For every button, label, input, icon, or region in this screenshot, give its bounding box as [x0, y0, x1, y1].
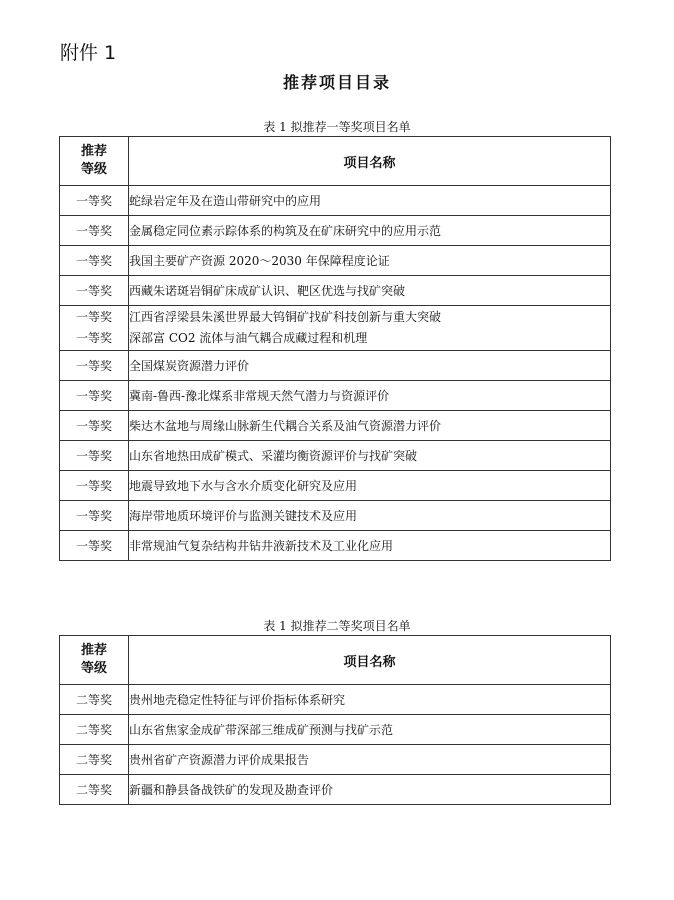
grade-column-header — [60, 636, 129, 685]
name-column-header: 项目名称 — [129, 636, 611, 685]
table-row — [60, 186, 611, 216]
table-row — [60, 276, 611, 306]
project-name-cell: 山东省焦家金成矿带深部三维成矿预测与找矿示范 — [129, 715, 611, 745]
name-column-header: 项目名称 — [129, 137, 611, 186]
grade-cell: 一等奖 — [60, 351, 129, 381]
attachment-label: 附件 1 — [60, 42, 117, 64]
project-name-cell: 新疆和静县备战铁矿的发现及勘查评价 — [129, 775, 611, 805]
document-title: 推荐项目目录 — [282, 73, 391, 92]
table-row — [60, 715, 611, 745]
table-row — [60, 471, 611, 501]
table-row — [60, 351, 611, 381]
table2-caption: 表 1 拟推荐二等奖项目名单 — [263, 619, 411, 633]
table-row — [60, 531, 611, 561]
table-row — [60, 685, 611, 715]
grade-cell: 一等奖 — [60, 186, 129, 216]
table2-header-row — [60, 636, 611, 685]
table-row — [60, 745, 611, 775]
grade-cell: 二等奖 — [60, 745, 129, 775]
grade-cell: 一等奖 — [60, 471, 129, 501]
project-name-cell: 海岸带地质环境评价与监测关键技术及应用 — [129, 501, 611, 531]
project-name-cell: 蛇绿岩定年及在造山带研究中的应用 — [129, 186, 611, 216]
grade-cell: 二等奖 — [60, 685, 129, 715]
grade-cell: 一等奖 — [60, 531, 129, 561]
table-row — [60, 411, 611, 441]
project-name-line: 江西省浮梁县朱溪世界最大钨铜矿找矿科技创新与重大突破 — [129, 310, 442, 324]
project-name-cell: 山东省地热田成矿模式、采灌均衡资源评价与找矿突破 — [129, 441, 611, 471]
project-name-line: 深部富 CO2 流体与油气耦合成藏过程和机理 — [129, 331, 368, 345]
project-name-cell: 我国主要矿产资源 2020～2030 年保障程度论证 — [129, 246, 611, 276]
second-prize-table — [59, 635, 611, 805]
grade-cell — [60, 306, 129, 351]
project-name-cell: 金属稳定同位素示踪体系的构筑及在矿床研究中的应用示范 — [129, 216, 611, 246]
table-row — [60, 775, 611, 805]
table-row — [60, 216, 611, 246]
table-row — [60, 306, 611, 351]
grade-header-line1: 推荐 — [80, 144, 107, 159]
project-name-cell: 贵州地壳稳定性特征与评价指标体系研究 — [129, 685, 611, 715]
project-name-cell: 贵州省矿产资源潜力评价成果报告 — [129, 745, 611, 775]
grade-header-line2: 等级 — [80, 162, 107, 177]
grade-line: 一等奖 — [75, 331, 112, 345]
table1-caption: 表 1 拟推荐一等奖项目名单 — [263, 120, 411, 134]
grade-cell: 一等奖 — [60, 411, 129, 441]
project-name-cell: 地震导致地下水与含水介质变化研究及应用 — [129, 471, 611, 501]
grade-cell: 一等奖 — [60, 441, 129, 471]
grade-cell: 二等奖 — [60, 775, 129, 805]
project-name-cell — [129, 306, 611, 351]
grade-cell: 一等奖 — [60, 276, 129, 306]
grade-cell: 二等奖 — [60, 715, 129, 745]
table-row — [60, 501, 611, 531]
project-name-cell: 非常规油气复杂结构井钻井液新技术及工业化应用 — [129, 531, 611, 561]
grade-cell: 一等奖 — [60, 501, 129, 531]
grade-column-header — [60, 137, 129, 186]
grade-line: 一等奖 — [75, 310, 112, 324]
grade-cell: 一等奖 — [60, 381, 129, 411]
grade-header-line1: 推荐 — [80, 643, 107, 658]
table-row — [60, 441, 611, 471]
grade-cell: 一等奖 — [60, 216, 129, 246]
table-row — [60, 381, 611, 411]
table-row — [60, 246, 611, 276]
first-prize-table — [59, 136, 611, 561]
grade-cell: 一等奖 — [60, 246, 129, 276]
table1-header-row — [60, 137, 611, 186]
grade-header-line2: 等级 — [80, 661, 107, 676]
project-name-cell: 柴达木盆地与周缘山脉新生代耦合关系及油气资源潜力评价 — [129, 411, 611, 441]
project-name-cell: 全国煤炭资源潜力评价 — [129, 351, 611, 381]
project-name-cell: 西藏朱诺斑岩铜矿床成矿认识、靶区优选与找矿突破 — [129, 276, 611, 306]
project-name-cell: 冀南-鲁西-豫北煤系非常规天然气潜力与资源评价 — [129, 381, 611, 411]
